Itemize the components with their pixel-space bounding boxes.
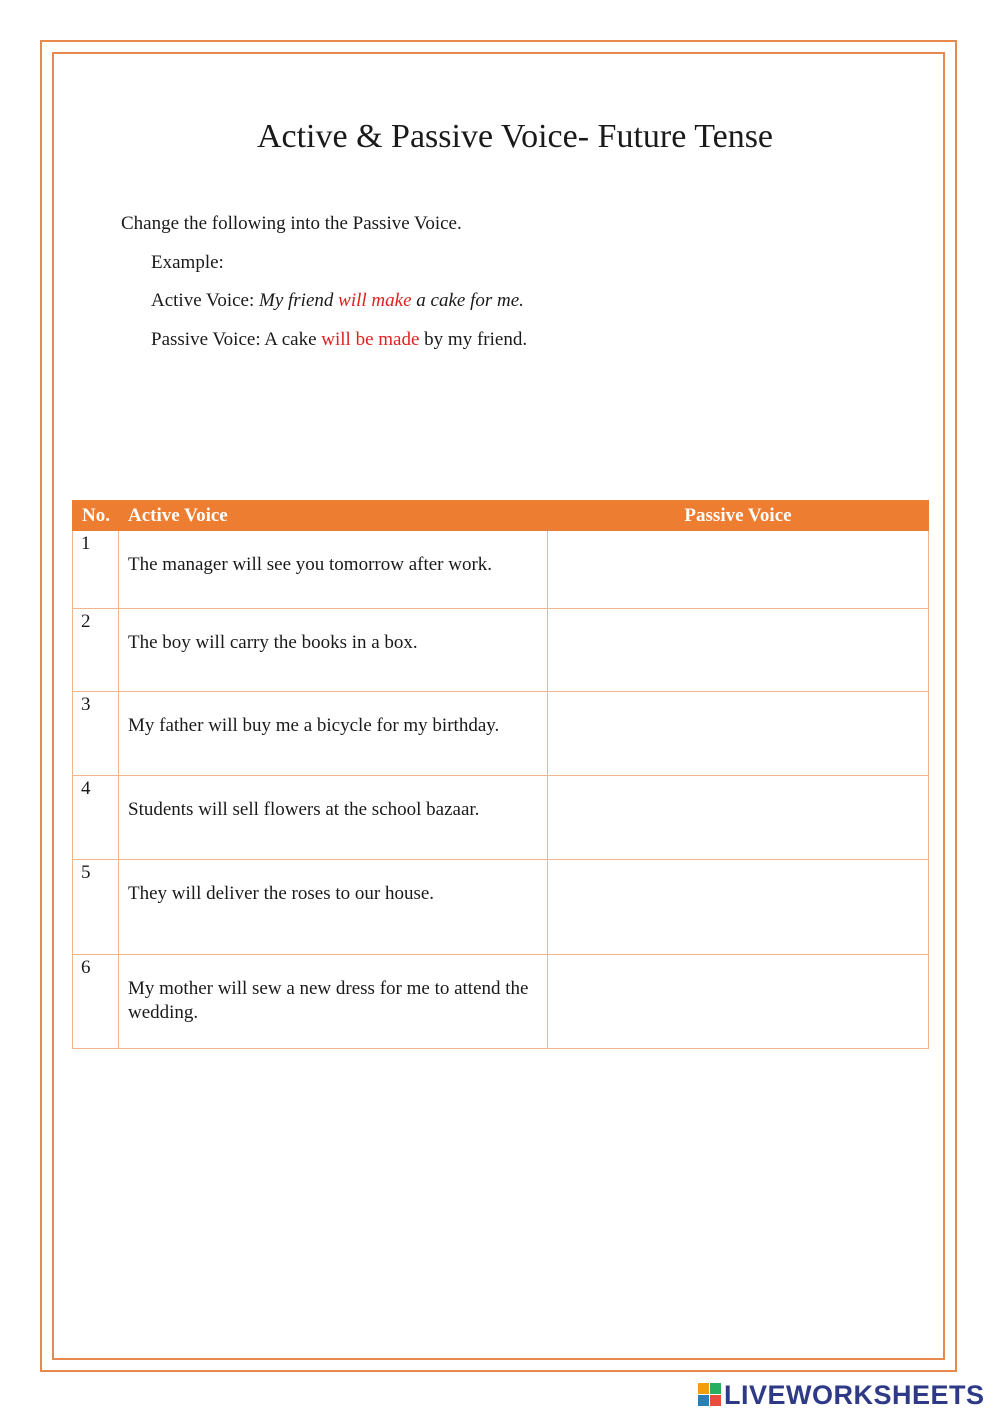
table-row	[73, 692, 929, 776]
passive-voice-answer[interactable]	[548, 609, 929, 692]
row-number: 3	[73, 692, 119, 776]
passive-voice-answer[interactable]	[548, 531, 929, 609]
liveworksheets-logo-icon	[698, 1383, 722, 1407]
active-voice-cell	[119, 692, 548, 776]
example-label: Example:	[151, 252, 224, 273]
active-sentence: They will deliver the roses to our house.	[128, 883, 435, 904]
passive-voice-answer[interactable]	[548, 692, 929, 776]
example-passive-sentence	[151, 329, 527, 351]
active-sentence: The manager will see you tomorrow after work.	[128, 554, 493, 575]
instruction-text: Change the following into the Passive Voice.	[121, 213, 462, 234]
active-voice-cell	[119, 776, 548, 860]
active-voice-cell	[119, 531, 548, 609]
active-voice-cell	[119, 860, 548, 955]
example-active-verb: will make	[338, 290, 412, 311]
example-active-rest: a cake for me.	[416, 290, 524, 311]
header-active-voice: Active Voice	[119, 501, 548, 531]
passive-voice-answer[interactable]	[548, 776, 929, 860]
exercise-table	[72, 500, 929, 1049]
table-row	[73, 776, 929, 860]
active-voice-cell	[119, 609, 548, 692]
active-voice-cell	[119, 955, 548, 1049]
page-title: Active & Passive Voice- Future Tense	[256, 118, 774, 155]
row-number: 5	[73, 860, 119, 955]
passive-voice-answer[interactable]	[548, 860, 929, 955]
active-sentence: The boy will carry the books in a box.	[128, 632, 418, 653]
table-row	[73, 860, 929, 955]
row-number: 4	[73, 776, 119, 860]
table-header-row	[73, 501, 929, 531]
example-active-subject: My friend	[259, 290, 334, 311]
active-sentence: My father will buy me a bicycle for my birthday.	[128, 715, 500, 736]
example-active-prefix: Active Voice:	[151, 290, 259, 311]
header-passive-voice: Passive Voice	[548, 501, 929, 531]
example-passive-verb: will be made	[321, 329, 420, 350]
example-active-sentence	[151, 290, 524, 312]
passive-voice-answer[interactable]	[548, 955, 929, 1049]
row-number: 1	[73, 531, 119, 609]
brand-text: LIVEWORKSHEETS	[724, 1379, 985, 1410]
header-no: No.	[73, 501, 119, 531]
liveworksheets-brand[interactable]	[698, 1378, 985, 1412]
active-sentence: My mother will sew a new dress for me to attend the wedding.	[128, 978, 529, 1023]
row-number: 2	[73, 609, 119, 692]
example-passive-prefix: Passive Voice: A cake	[151, 329, 322, 350]
row-number: 6	[73, 955, 119, 1049]
table-row	[73, 531, 929, 609]
table-row	[73, 609, 929, 692]
example-passive-rest: by my friend.	[419, 329, 528, 350]
table-row	[73, 955, 929, 1049]
active-sentence: Students will sell flowers at the school bazaar.	[128, 799, 480, 820]
